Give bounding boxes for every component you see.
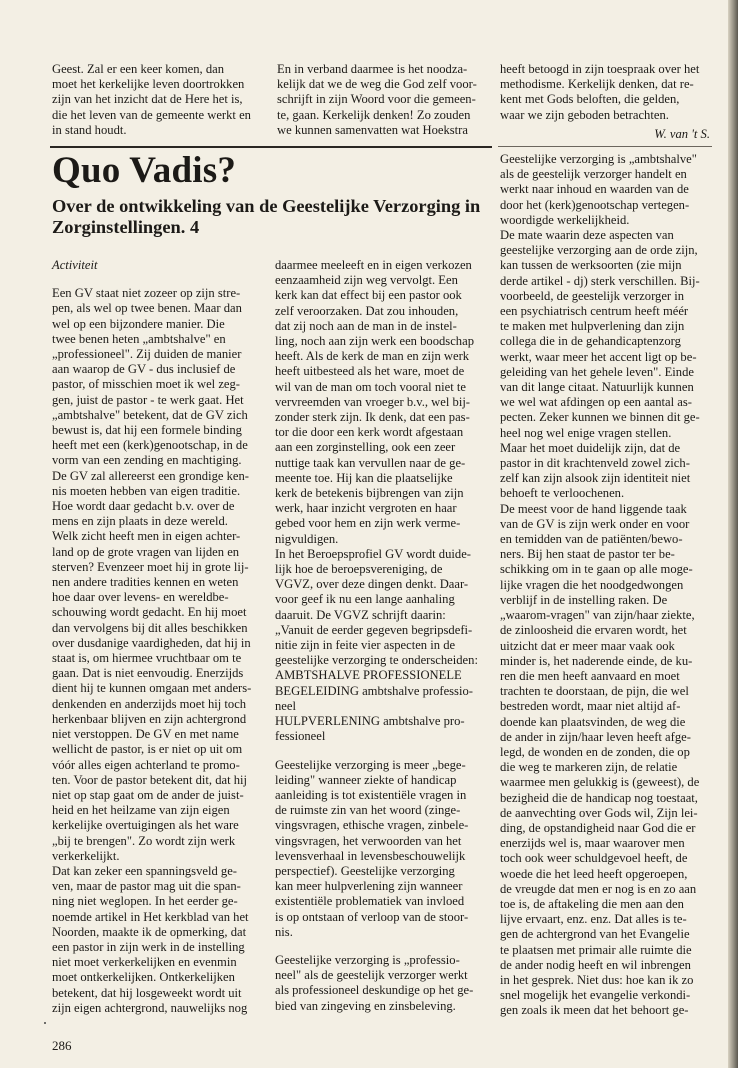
article-column-2-text-a [275, 258, 483, 745]
text-line: bied van zingeving en zinsbeleving. [275, 998, 456, 1013]
text-line: ling, noch aan zijn werk een boodschap [275, 334, 474, 349]
article-column-1 [52, 258, 257, 1016]
text-line: de zinloosheid die ervaren wordt, het [500, 623, 687, 638]
text-line: gen, juist de pastor - te werk gaat. Het [52, 392, 244, 407]
text-line: Een GV staat niet zozeer op zijn stre- [52, 286, 241, 301]
text-line: schikking om in te gaan op alle moge- [500, 562, 693, 577]
text-line: gen zoals ik meen dat het behoort ge- [500, 1003, 689, 1018]
text-line: staat is, om hiermee vruchtbaar om te [52, 651, 242, 666]
text-line: dient hij te kunnen omgaan met anders- [52, 681, 252, 696]
text-line: heid en het heilzame van zijn eigen [52, 803, 230, 818]
text-line: ding, de opstandigheid naar God die er [500, 820, 696, 835]
text-line: van dit lange citaat. Natuurlijk kunnen [500, 380, 694, 395]
binding-edge [728, 0, 738, 1068]
text-line: neel" als de geestelijk verzorger werkt [275, 968, 468, 983]
text-line: die het leven van de gemeente werkt en [52, 107, 251, 122]
text-line: meente toe. Hij kan die plaatselijke [275, 470, 453, 485]
text-line: schrijft in zijn Woord voor die gemeen- [277, 92, 476, 107]
text-line: geleiding van het gehele leven". Einde [500, 364, 694, 379]
text-line: legd, de wonden en de zonden, die op [500, 744, 690, 759]
text-line: voor geef ik nu een lange aanhaling [275, 592, 455, 607]
text-line: toch ook weer schuldgevoel heeft, de [500, 851, 688, 866]
text-line: VGVZ, over deze dingen denkt. Daar- [275, 577, 469, 592]
text-line: gaan. Dat is niet eenvoudig. Enerzijds [52, 666, 244, 681]
article-title: Quo Vadis? [52, 150, 237, 191]
text-line: die weg te markeren zijn, de relatie [500, 760, 678, 775]
text-line: collega die in de gehandicaptenzorg [500, 334, 681, 349]
text-line: denkenden en anderzijds moet hij toch [52, 696, 247, 711]
text-line: dat zij noch aan de man in de instel- [275, 318, 457, 333]
text-line: door het (kerk)genootschap vertegen- [500, 197, 690, 212]
text-line: Welk zicht heeft men in eigen achter- [52, 529, 241, 544]
text-line: waar we zijn geboden betrachten. [500, 107, 669, 122]
text-line: toe is, de aftakeling die men aan den [500, 896, 684, 911]
text-line: van de GV is zijn werk onder en voor [500, 516, 690, 531]
article-column-2-text-b [275, 758, 483, 940]
text-line: levensverhaal in levensbeschouwelijk [275, 848, 466, 863]
text-line: waarmee men gelukkig is (geweest), de [500, 775, 700, 790]
text-line: geestelijke verzorging te onderscheiden: [275, 653, 478, 668]
text-line: existentiële problematiek van invloed [275, 894, 465, 909]
text-line: hoe daar over levens- en wereldbe- [52, 590, 229, 605]
text-line: eenzaamheid zijn weg vervolgt. Een [275, 273, 458, 288]
text-line: de vreugde dat men er nog is en zo aan [500, 881, 697, 896]
text-line: kelijk dat we de weg die God zelf voor- [277, 77, 477, 92]
text-line: snel mogelijk het evangelie verkondi- [500, 988, 691, 1003]
top-column-3-text [500, 62, 710, 123]
text-line: niet moet verkerkelijken en evenmin [52, 955, 237, 970]
author-signature: W. van 't S. [654, 126, 710, 141]
text-line: derde artikel - dj) sterk verschillen. Bij- [500, 273, 700, 288]
text-line: vorm van een zending en machtiging. [52, 453, 242, 468]
text-line: een pastor in zijn werk in de instelling [52, 939, 245, 954]
text-line: zonder sterk zijn. Ik denk, dat een pas- [275, 410, 470, 425]
text-line: AMBTSHALVE PROFESSIONELE [275, 668, 462, 683]
text-line: vingsvragen, ethische vragen, zinbele- [275, 818, 469, 833]
article-column-1-text [52, 286, 257, 1016]
text-line: nigvuldigen. [275, 531, 339, 546]
text-line: een psychiatrisch centrum heeft méér [500, 304, 689, 319]
page-number: 286 [52, 1038, 72, 1053]
top-column-3 [500, 62, 710, 142]
text-line: als de geestelijk verzorger handelt en [500, 167, 687, 182]
top-column-1 [52, 62, 257, 138]
text-line: geestelijke verzorging aan de orde zijn, [500, 243, 698, 258]
text-line: woede die het leed heeft opgeroepen, [500, 866, 688, 881]
text-line: nitie zijn in feite vier aspecten in de [275, 638, 456, 653]
text-line: zijn van het inzicht dat de Here het is, [52, 92, 243, 107]
text-line: vervreemden van vroeger b.v., wel bij- [275, 394, 471, 409]
text-line: pecten. Zeker kunnen we binnen dit ge- [500, 410, 700, 425]
text-line: perspectief). Geestelijke verzorging [275, 863, 455, 878]
column-divider [498, 146, 712, 147]
text-line: woordigde werkelijkheid. [500, 212, 630, 227]
text-line: niet op stap gaat om de ander de juist- [52, 787, 244, 802]
text-line: ners. Bij hen staat de pastor ter be- [500, 547, 675, 562]
text-line: kerk kan dat effect bij een pastor ook [275, 288, 462, 303]
text-line: we wel wat afdingen op een aantal as- [500, 395, 692, 410]
ink-speck [44, 1022, 46, 1024]
text-line: methodisme. Kerkelijk denken, dat re- [500, 77, 694, 92]
text-line: aan waarop de GV - dus inclusief de [52, 362, 236, 377]
article-column-2-text-c [275, 953, 483, 1014]
text-line: is op ontstaan of verloop van de stoor- [275, 909, 469, 924]
article-column-2 [275, 258, 483, 1014]
text-line: heeft uitbesteed als het ware, moet de [275, 364, 465, 379]
text-line: trachten te doorstaan, de pijn, die wel [500, 684, 689, 699]
text-line: De meest voor de hand liggende taak [500, 501, 687, 516]
text-line: de ruimste zin van het woord (zinge- [275, 803, 461, 818]
text-line: te plaatsen met primair alle ruimte die [500, 942, 692, 957]
text-line: leiding" wanneer ziekte of handicap [275, 772, 457, 787]
text-line: te, gaan. Kerkelijk denken! Zo zouden [277, 107, 471, 122]
text-line: nen andere tradities kennen en weten [52, 575, 239, 590]
text-line: daaruit. De VGVZ schrijft daarin: [275, 607, 446, 622]
text-line: Maar het moet duidelijk zijn, dat de [500, 440, 681, 455]
text-line: „waarom-vragen" van zijn/haar ziekte, [500, 608, 695, 623]
text-line: In het Beroepsprofiel GV wordt duide- [275, 546, 471, 561]
text-line: bezigheid die de handicap nog toestaat, [500, 790, 698, 805]
text-line: aan een zorginstelling, ook een zeer [275, 440, 456, 455]
text-line: tor die door een kerk wordt afgestaan [275, 425, 464, 440]
text-line: herkenbaar blijven en zijn achtergrond [52, 711, 247, 726]
text-line: mens en zijn plaats in deze wereld. [52, 514, 228, 529]
text-line: niet verstoppen. De GV en met name [52, 727, 239, 742]
text-line: nis moeten hebben van eigen traditie. [52, 483, 241, 498]
text-line: kerkelijke overtuigingen als het ware [52, 818, 239, 833]
top-column-2 [277, 62, 482, 138]
text-line: vingsvragen, het verwoorden van het [275, 833, 462, 848]
text-line: ren die men heeft aanvaard en moet [500, 668, 680, 683]
text-line: BEGELEIDING ambtshalve professio- [275, 683, 473, 698]
text-line: neel [275, 698, 296, 713]
text-line: kan tussen de werksoorten (zie mijn [500, 258, 682, 273]
text-line: werk, haar inzicht vergroten en haar [275, 501, 457, 516]
text-line: lijk hoe de beroepsvereniging, de [275, 562, 443, 577]
text-line: schouwing wordt gedacht. En hij moet [52, 605, 247, 620]
text-line: pen, als wel op twee benen. Maar dan [52, 301, 242, 316]
text-line: betekent, dat hij losgeweekt wordt uit [52, 985, 242, 1000]
text-line: daarmee meeleeft en in eigen verkozen [275, 258, 472, 272]
text-line: En in verband daarmee is het noodza- [277, 62, 468, 76]
text-line: aanleiding is tot existentiële vragen in [275, 787, 467, 802]
text-line: ning niet weglopen. In het eerder ge- [52, 894, 238, 909]
text-line: gen de achtergrond van het Evangelie [500, 927, 690, 942]
text-line: werkt, waar meer het accent ligt op be- [500, 349, 697, 364]
text-line: bestreden wordt, maar niet altijd af- [500, 699, 681, 714]
text-line: heel nog wel enige vragen stellen. [500, 425, 672, 440]
text-line: verkerkelijkt. [52, 848, 120, 863]
text-line: dan vervolgens bij dit alles beschikken [52, 620, 248, 635]
text-line: we kunnen samenvatten wat Hoekstra [277, 122, 468, 137]
text-line: HULPVERLENING ambtshalve pro- [275, 714, 465, 729]
text-line: minder is, het naderende einde, de ku- [500, 653, 693, 668]
text-line: de aanvechting over Gods wil, Zijn lei- [500, 805, 698, 820]
text-line: gebed voor hem en zijn werk verme- [275, 516, 461, 531]
text-line: kent met Gods beloften, die gelden, [500, 92, 680, 107]
text-line: heeft met een (kerk)genootschap, in de [52, 438, 248, 453]
text-line: sterven? Evenzeer moet hij in grote lij- [52, 559, 249, 574]
text-line: zijn eigen achtergrond, nauwelijks nog [52, 1000, 248, 1015]
article-subtitle: Over de ontwikkeling van de Geestelijke Verzorging in Zorginstellingen. 4 [52, 196, 481, 237]
text-line: wil van de man om toch vooral niet te [275, 379, 466, 394]
text-line: ven, maar de pastor mag uit die span- [52, 879, 241, 894]
text-line: nuttige taak kan vervullen naar de ge- [275, 455, 466, 470]
text-line: doende kan plaatsvinden, de weg die [500, 714, 686, 729]
text-line: de ander in zijn/haar leven heeft afge- [500, 729, 691, 744]
text-line: uitzicht dat er meer maar vaak ook [500, 638, 675, 653]
text-line: twee benen heten „ambtshalve" en [52, 331, 226, 346]
text-line: pastor, of misschien moet ik wel zeg- [52, 377, 241, 392]
text-line: als professioneel deskundige op het ge- [275, 983, 474, 998]
text-line: kerk de betekenis bijbrengen van zijn [275, 486, 464, 501]
text-line: Hoe wordt daar gedacht b.v. over de [52, 499, 235, 514]
section-heading: Activiteit [52, 258, 98, 272]
text-line: de ander nodig heeft en wil inbrengen [500, 957, 691, 972]
text-line: De GV zal allereerst een grondige ken- [52, 468, 249, 483]
text-line: over dusdanige vaardigheden, dat hij in [52, 635, 251, 650]
text-line: noemde artikel in Het kerkblad van het [52, 909, 249, 924]
text-line: nis. [275, 924, 293, 939]
text-line: bewust is, dat hij een formele binding [52, 423, 242, 438]
text-line: verblijf in de instelling raken. De [500, 592, 668, 607]
text-line: land op de grote vragen van lijden en [52, 544, 240, 559]
text-line: te maken met hulpverlening dan zijn [500, 319, 685, 334]
text-line: werkt naar inhoud en waarden van de [500, 182, 689, 197]
text-line: behoeft te verloochenen. [500, 486, 625, 501]
text-line: Geest. Zal er een keer komen, dan [52, 62, 225, 76]
text-line: in het gesprek. Niet dus: hoe kan ik zo [500, 972, 694, 987]
text-line: pastor in dit krachtenveld zowel zich- [500, 456, 690, 471]
text-line: fessioneel [275, 729, 326, 744]
text-line: voorbeeld, de geestelijk verzorger in [500, 288, 685, 303]
text-line: „ambtshalve" betekent, dat de GV zich [52, 407, 248, 422]
article-column-3 [500, 152, 712, 1019]
text-line: vóór alles eigen achterland te promo- [52, 757, 240, 772]
text-line: zelf veroorzaken. Dat zou inhouden, [275, 303, 459, 318]
text-line: „professioneel". Zij duiden de manier [52, 347, 242, 362]
text-line: enerzijds wel is, maar waarover men [500, 836, 685, 851]
text-line: Geestelijke verzorging is meer „bege- [275, 757, 466, 772]
text-line: in stand houdt. [52, 122, 127, 137]
text-line: Geestelijke verzorging is „ambtshalve" [500, 152, 697, 166]
text-line: ten. Voor de pastor betekent dit, dat hij [52, 772, 248, 787]
text-line: wellicht de pastor, is er niet op uit om [52, 742, 243, 757]
text-line: moet het kerkelijke leven doortrokken [52, 77, 245, 92]
text-line: Noorden, maakte ik de opmerking, dat [52, 924, 247, 939]
text-line: moet ontkerkelijken. Ontkerkelijken [52, 970, 235, 985]
text-line: „bij te brengen". Zo wordt zijn werk [52, 833, 236, 848]
text-line: Geestelijke verzorging is „professio- [275, 952, 460, 967]
text-line: lijke vragen die het noodgedwongen [500, 577, 684, 592]
text-line: lijve ervaart, enz. enz. Dat alles is te- [500, 912, 687, 927]
text-line: heeft betoogd in zijn toespraak over het [500, 62, 700, 76]
text-line: heeft. Als de kerk de man en zijn werk [275, 349, 470, 364]
text-line: De mate waarin deze aspecten van [500, 228, 674, 243]
text-line: kan meer hulpverlening zijn wanneer [275, 879, 463, 894]
text-line: wel op een bijzondere manier. Die [52, 316, 225, 331]
text-line: en temidden van de patiënten/bewo- [500, 532, 683, 547]
text-line: Dat kan zeker een spanningsveld ge- [52, 863, 237, 878]
text-line: „Vanuit de eerder gegeven begripsdefi- [275, 622, 473, 637]
text-line: zelf kan zijn alsook zijn identiteit niet [500, 471, 691, 486]
